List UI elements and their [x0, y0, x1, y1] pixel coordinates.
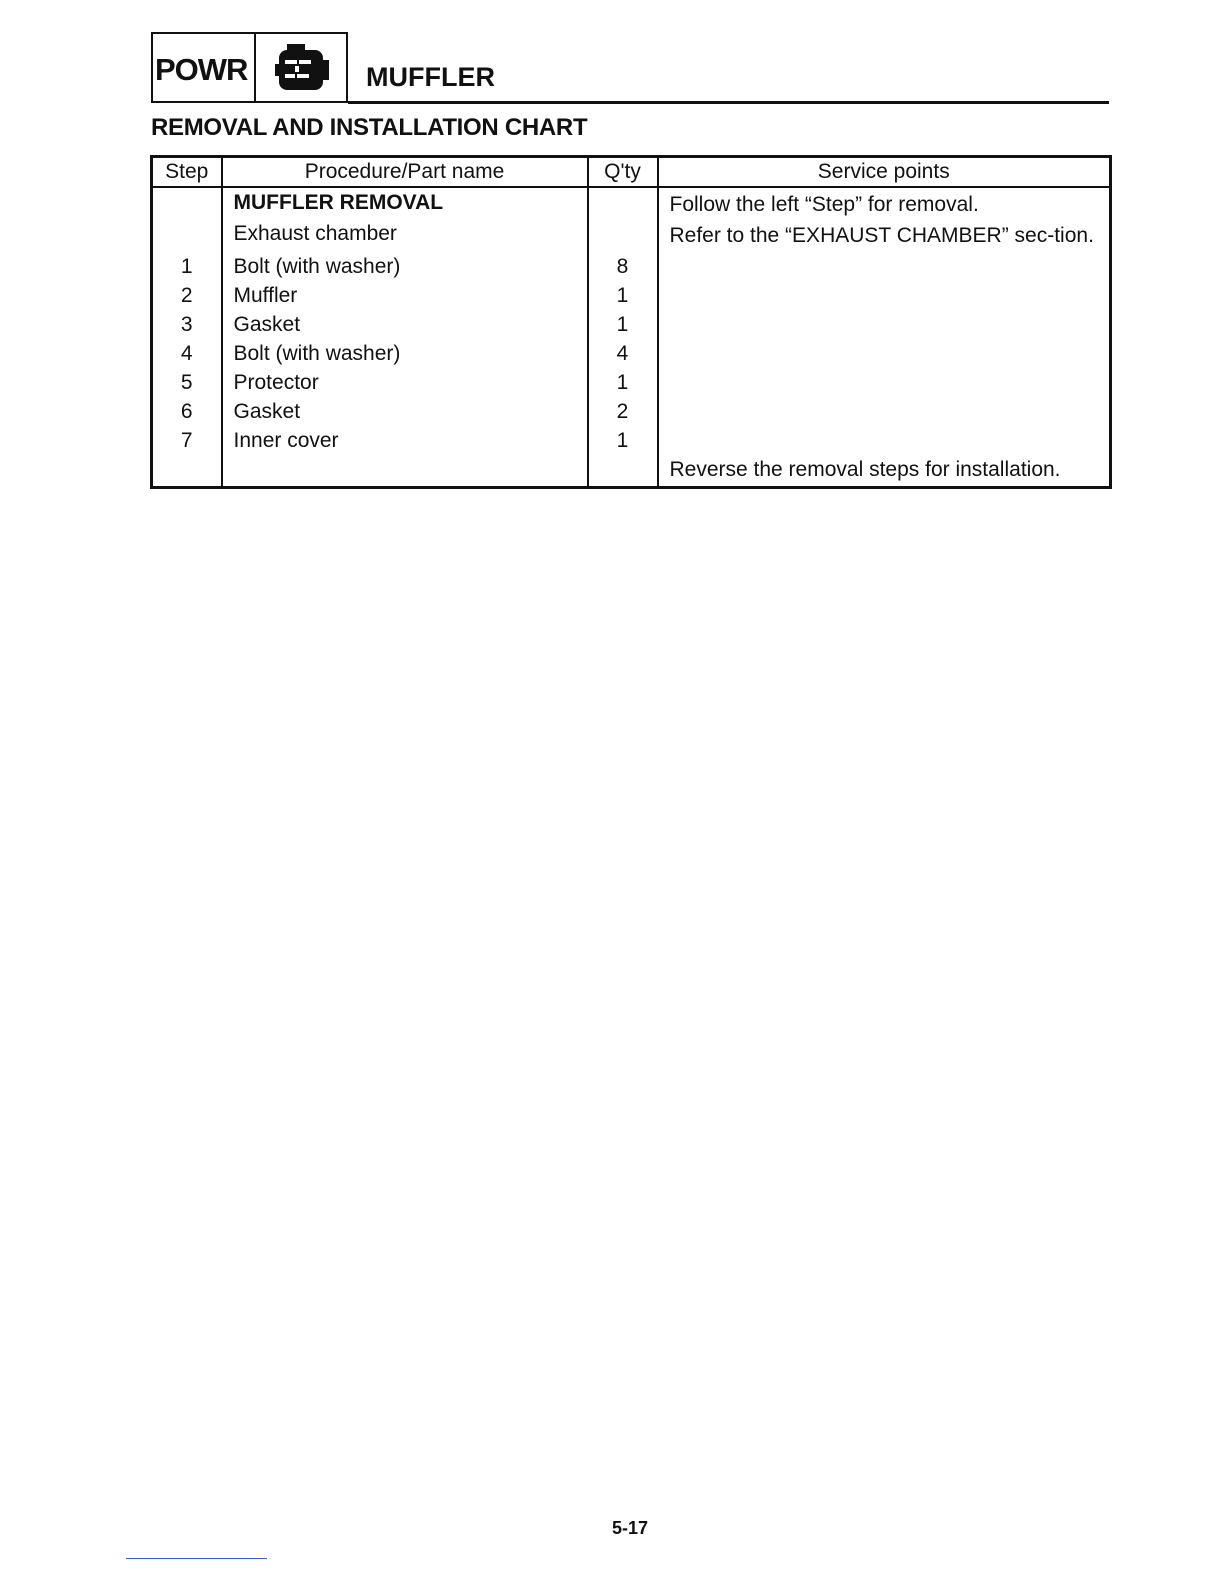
service-points-cell	[658, 281, 1111, 310]
header-divider	[348, 101, 1109, 104]
removal-installation-table	[150, 155, 1112, 489]
service-points-cell	[658, 252, 1111, 281]
qty-cell: 1	[588, 426, 658, 455]
section-badge	[151, 32, 348, 103]
section-title: MUFFLER	[366, 62, 495, 92]
table-row	[152, 339, 1111, 368]
part-name-cell: Inner cover	[222, 426, 588, 455]
qty-cell: 1	[588, 368, 658, 397]
column-header-service-points: Service points	[658, 157, 1111, 188]
service-points-cell	[658, 310, 1111, 339]
step-cell: 7	[152, 426, 222, 455]
part-name-cell: Bolt (with washer)	[222, 252, 588, 281]
table-row	[152, 368, 1111, 397]
section-code: POWR	[153, 34, 256, 101]
part-name-cell: Gasket	[222, 310, 588, 339]
table-row	[152, 455, 1111, 488]
step-cell	[152, 455, 222, 488]
service-points-cell	[658, 397, 1111, 426]
step-cell: 1	[152, 252, 222, 281]
qty-cell	[588, 455, 658, 488]
step-cell	[152, 219, 222, 252]
service-points-cell	[658, 339, 1111, 368]
qty-cell	[588, 219, 658, 252]
engine-icon	[256, 34, 346, 101]
service-points-cell: Follow the left “Step” for removal.	[658, 187, 1111, 219]
service-points-cell	[658, 426, 1111, 455]
column-header-procedure: Procedure/Part name	[222, 157, 588, 188]
service-points-cell: Refer to the “EXHAUST CHAMBER” sec-tion.	[658, 219, 1111, 252]
qty-cell: 2	[588, 397, 658, 426]
table-row	[152, 219, 1111, 252]
step-cell	[152, 187, 222, 219]
table-row	[152, 252, 1111, 281]
chart-title: REMOVAL AND INSTALLATION CHART	[151, 114, 588, 141]
table-row	[152, 187, 1111, 219]
table-row	[152, 397, 1111, 426]
service-points-cell	[658, 368, 1111, 397]
qty-cell: 1	[588, 310, 658, 339]
column-header-step: Step	[152, 157, 222, 188]
step-cell: 5	[152, 368, 222, 397]
qty-cell	[588, 187, 658, 219]
step-cell: 6	[152, 397, 222, 426]
column-header-qty: Q'ty	[588, 157, 658, 188]
step-cell: 4	[152, 339, 222, 368]
part-name-cell: MUFFLER REMOVAL	[222, 187, 588, 219]
table-row	[152, 426, 1111, 455]
part-name-cell: Muffler	[222, 281, 588, 310]
footer-rule	[126, 1558, 267, 1559]
page-number: 5-17	[612, 1518, 649, 1538]
step-cell: 2	[152, 281, 222, 310]
part-name-cell: Protector	[222, 368, 588, 397]
table-row	[152, 310, 1111, 339]
qty-cell: 4	[588, 339, 658, 368]
qty-cell: 8	[588, 252, 658, 281]
service-points-cell: Reverse the removal steps for installation.	[658, 455, 1111, 488]
step-cell: 3	[152, 310, 222, 339]
qty-cell: 1	[588, 281, 658, 310]
table-row	[152, 281, 1111, 310]
part-name-cell: Gasket	[222, 397, 588, 426]
table-header-row	[152, 157, 1111, 188]
part-name-cell: Bolt (with washer)	[222, 339, 588, 368]
part-name-cell	[222, 455, 588, 488]
part-name-cell: Exhaust chamber	[222, 219, 588, 252]
